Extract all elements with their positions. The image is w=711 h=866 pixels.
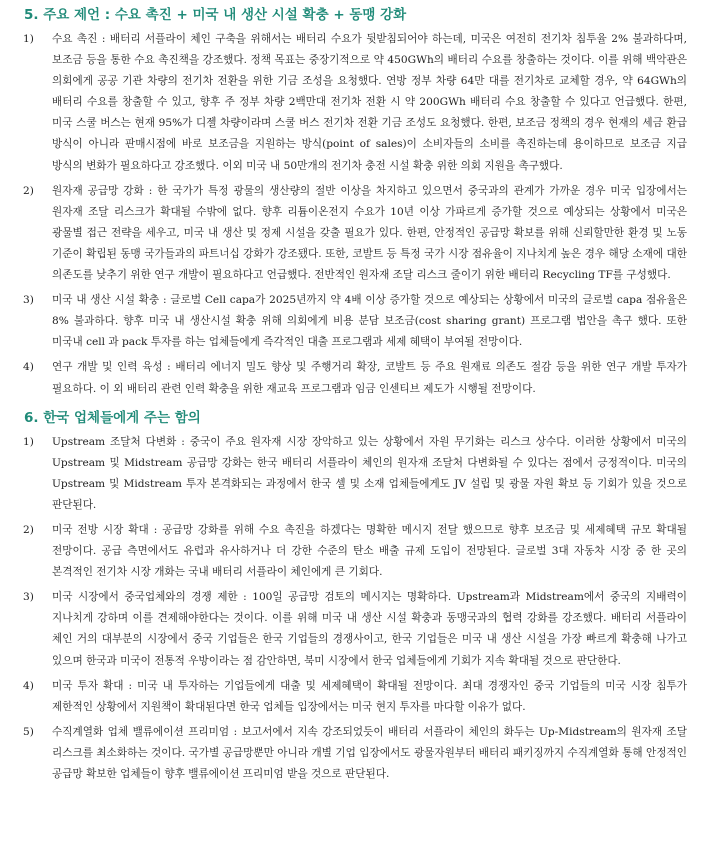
item-number: 2): [23, 523, 34, 536]
item-number: 4): [23, 361, 34, 374]
list-item: [14, 29, 697, 177]
item-number: 5): [23, 725, 34, 738]
item-number: 3): [23, 294, 34, 307]
list-item: [14, 290, 697, 353]
item-text: Upstream 조달처 다변화 : 중국이 주요 원자재 시장 장악하고 있는 상황에서 자원 무기화는 리스크 상수다. 이러한 상황에서 미국의 Upstream 및 Midstream 공급망 강화는 한국 배터리 서플라이 체인의 원자재 조달처 다변화될 수 있다는 점에서 긍정적이다. 미국의 Upstream 및 Midstream 투자 본격화되는 과정에서 한국 셀 및 소재 업체들에게도 JV 설립 및 광물 자원 확보 등 기회가 있을 것으로 판단된다.: [52, 435, 687, 511]
item-number: 4): [23, 679, 34, 692]
item-text: 원자재 공급망 강화 : 한 국가가 특정 광물의 생산량의 절반 이상을 차지하고 있으면서 중국과의 관계가 가까운 경우 미국 입장에서는 원자재 조달 리스크가 확대될 수밖에 없다. 향후 리튬이온전지 수요가 10년 이상 가파르게 증가할 것으로 예상되는 상황에서 미국은 광물별 접근 전략을 세우고, 미국 내 생산 및 정제 시설을 갖출 필요가 있다. 한편, 안정적인 공급망 확보를 위해 신뢰할만한 환경 및 노동 기준이 확립된 동맹 국가들과의 파트너십 강화가 강조됐다. 또한, 코발트 등 특정 국가 시장 점유율이 지나치게 높은 경우 해당 소재에 대한 의존도를 낮추기 위한 연구 개발이 필요하다고 언급했다. 전반적인 원자재 조달 리스크 줄이기 위한 배터리 Recycling TF를 구성했다.: [52, 184, 687, 282]
item-text: 연구 개발 및 인력 육성 : 배터리 에너지 밀도 향상 및 주행거리 확장, 코발트 등 주요 원재료 의존도 절감 등을 위한 연구 개발 투자가 필요하다. 이 외 배터리 관련 인력 확충을 위한 재교육 프로그램과 임금 인센티브 제도가 시행될 전망이다.: [52, 361, 687, 395]
list-item: [14, 587, 697, 671]
item-text: 미국 투자 확대 : 미국 내 투자하는 기업들에게 대출 및 세제혜택이 확대될 전망이다. 최대 경쟁자인 중국 기업들의 미국 시장 침투가 제한적인 상황에서 지원책이 확대된다면 한국 업체들 입장에서는 미국 현지 투자를 마다할 이유가 없다.: [52, 679, 687, 713]
list-item: [14, 520, 697, 583]
section-6-list: [14, 432, 697, 786]
item-number: 2): [23, 184, 34, 197]
section-5-title: 5. 주요 제언 : 수요 촉진 + 미국 내 생산 시설 확충 + 동맹 강화: [24, 7, 407, 23]
item-number: 1): [23, 33, 34, 45]
item-text: 미국 시장에서 중국업체와의 경쟁 제한 : 100일 공급망 검토의 메시지는 명확하다. Upstream과 Midstream에서 중국의 지배력이 지나치게 강하며 이를 견제해야한다는 것이다. 이를 위해 미국 내 생산 시설 확충과 동맹국과의 협력 강화를 강조했다. 배터리 서플라이 체인 거의 대부분의 시장에서 중국 기업들은 한국 기업들의 경쟁사이고, 한국 기업들은 미국 내 생산 시설을 가장 빠르게 확충해 나가고 있으며 한국과 미국이 전통적 우방이라는 점 감안하면, 북미 시장에서 한국 업체들에게 기회가 지속 확대될 것으로 판단한다.: [52, 591, 687, 667]
item-number: 1): [23, 435, 34, 448]
list-item: [14, 432, 697, 516]
item-number: 3): [23, 591, 34, 604]
section-5-list: [14, 29, 697, 400]
list-item: [14, 357, 697, 399]
item-text: 미국 전방 시장 확대 : 공급망 강화를 위해 수요 촉진을 하겠다는 명확한 메시지 전달 했으므로 향후 보조금 및 세제혜택 규모 확대될 전망이다. 공급 측면에서도 유럽과 유사하거나 더 강한 수준의 탄소 배출 규제 도입이 전망된다. 글로벌 3대 자동차 시장 중 한 곳의 본격적인 전기차 시장 개화는 국내 배터리 서플라이 체인에게 큰 기회다.: [52, 523, 687, 579]
list-item: [14, 722, 697, 785]
item-text: 수요 촉진 : 배터리 서플라이 체인 구축을 위해서는 배터리 수요가 뒷받침되어야 하는데, 미국은 여전히 전기차 침투율 2% 불과하다며, 보조금 등을 통한 수요 촉진책을 강조했다. 정책 목표는 중장기적으로 약 450GWh의 배터리 수요를 창출하는 것이다. 이를 위해 백악관은 의회에게 공공 기관 차량의 전기차 전환을 위한 기금 조성을 요청했다. 연방 정부 차량 64만 대를 전기차로 교체할 경우, 약 64GWh의 배터리 수요를 창출할 수 있고, 향후 주 정부 차량 2백만대 전기차 전환 시 약 200GWh 배터리 수요 창출할 수 있다고 언급했다. 한편, 미국 스쿨 버스는 현재 95%가 디젤 차량이라며 스쿨 버스 전기차 전환 기금 조성도 요청했다. 한편, 보조금 정책의 경우 현재의 세금 환급 방식이 아니라 판매시점에 바로 보조금을 지원하는 방식(point of sales)이 소비자들의 소비를 촉진하는데 용이하므로 보조금 지급 방식의 변화가 필요하다고 강조했다. 이외 미국 내 50만개의 전기차 충전 시설 확충 위한 의회 지원을 촉구했다.: [52, 33, 687, 172]
list-item: [14, 181, 697, 286]
list-item: [14, 676, 697, 718]
item-text: 미국 내 생산 시설 확충 : 글로벌 Cell capa가 2025년까지 약 4배 이상 증가할 것으로 예상되는 상황에서 미국의 글로벌 capa 점유율은 8% 불과하다. 향후 미국 내 생산시설 확충 위해 의회에게 비용 분담 보조금(cost sharing grant) 프로그램 법안을 촉구 했다. 또한 미국내 cell 과 pack 투자를 하는 업체들에게 즉각적인 대출 프로그램과 세제 혜택이 부여될 전망이다.: [52, 294, 687, 349]
section-6-title: 6. 한국 업체들에게 주는 함의: [24, 409, 201, 426]
item-text: 수직계열화 업체 밸류에이션 프리미엄 : 보고서에서 지속 강조되었듯이 배터리 서플라이 체인의 화두는 Up-Midstream의 원자재 조달 리스크를 최소화하는 것이다. 국가별 공급망뿐만 아니라 개별 기업 입장에서도 광물자원부터 배터리 패키징까지 수직계열화 통해 안정적인 공급망 확보한 업체들이 향후 밸류에이션 프리미엄 받을 것으로 판단된다.: [52, 725, 687, 780]
